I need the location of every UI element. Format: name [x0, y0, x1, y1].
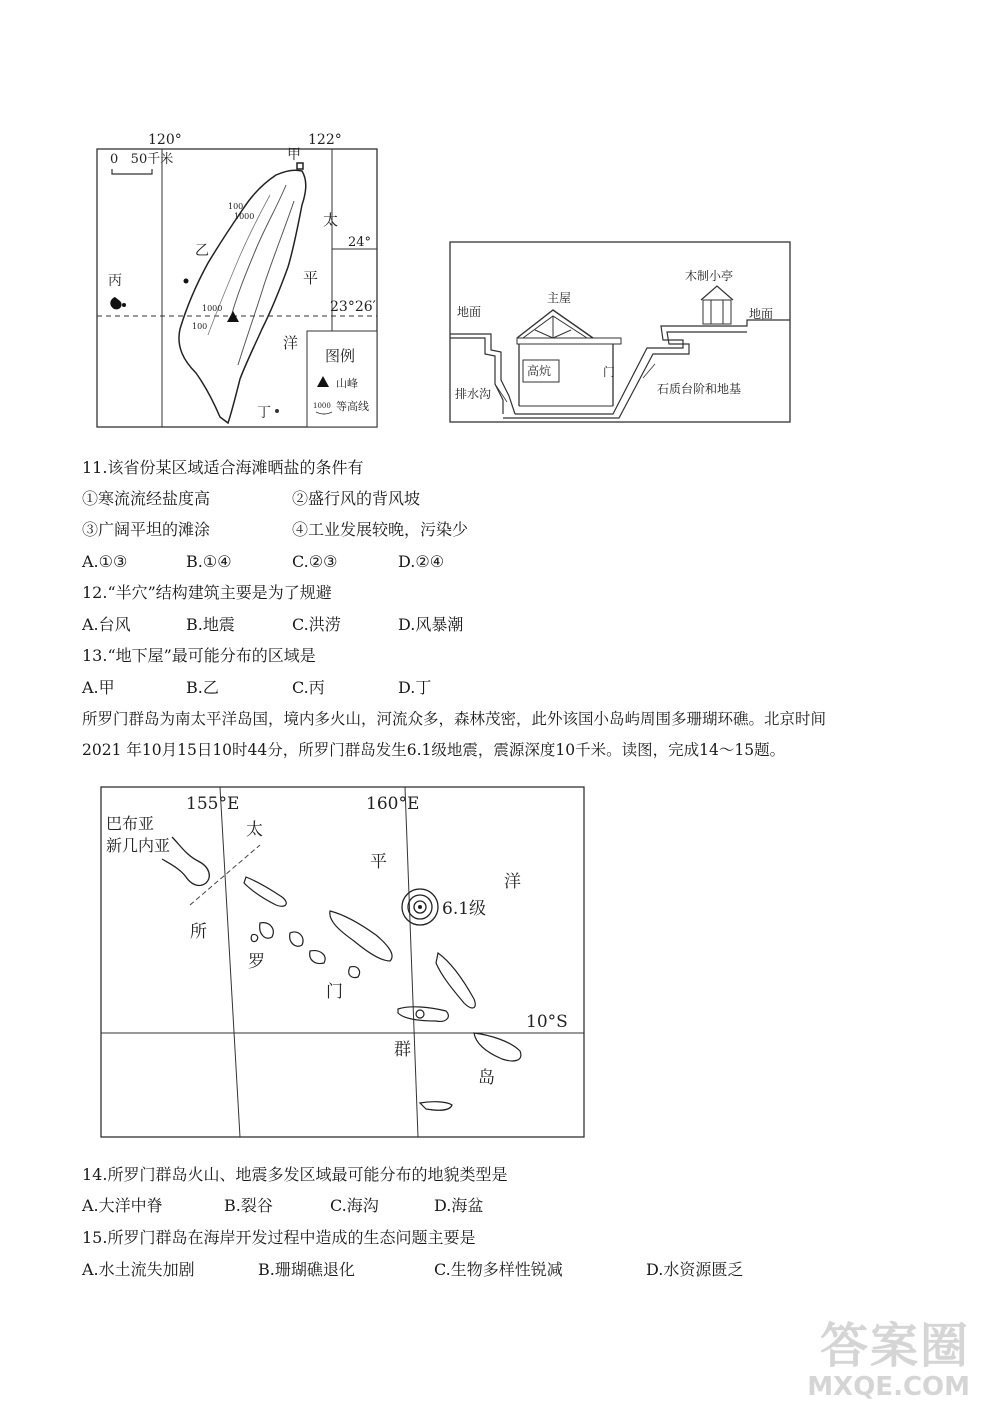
- lon-label-155: 155°E: [186, 794, 240, 814]
- q11-option-c[interactable]: C.②③: [292, 552, 338, 571]
- legend-title: 图例: [325, 347, 356, 365]
- q13-option-b[interactable]: B.乙: [186, 678, 219, 697]
- taiwan-map: [80, 125, 390, 435]
- ocean-label: 太: [323, 211, 339, 229]
- q12-option-a[interactable]: A.台风: [82, 615, 131, 634]
- label-ground-right: 地面: [749, 307, 774, 321]
- lon-label-120: 120°: [148, 132, 182, 148]
- lat-label-10s: 10°S: [526, 1012, 568, 1032]
- archipelago-label: 群: [394, 1040, 411, 1060]
- question-13-stem: 13.“地下屋”最可能分布的区域是: [82, 646, 316, 665]
- peak-icon: [227, 311, 239, 322]
- question-12-stem: 12.“半穴”结构建筑主要是为了规避: [82, 583, 332, 602]
- question-11-stem: 11.该省份某区域适合海滩晒盐的条件有: [82, 458, 364, 477]
- q11-item-3: ③广阔平坦的滩涂: [82, 520, 211, 539]
- q15-option-d[interactable]: D.水资源匮乏: [646, 1260, 744, 1279]
- q11-item-4: ④工业发展较晚，污染少: [292, 520, 469, 539]
- q11-option-d[interactable]: D.②④: [398, 552, 445, 571]
- q11-item-2: ②盛行风的背风坡: [292, 489, 421, 508]
- place-ding: 丁: [257, 405, 271, 421]
- lon-label-160: 160°E: [366, 794, 420, 814]
- watermark-logo: 答案圈: [819, 1318, 970, 1374]
- place-yi: 乙: [195, 243, 209, 259]
- q15-option-a[interactable]: A.水土流失加剧: [82, 1260, 195, 1279]
- watermark: [807, 1320, 970, 1402]
- q14-option-b[interactable]: B.裂谷: [224, 1196, 273, 1215]
- q12-option-b[interactable]: B.地震: [186, 615, 235, 634]
- q15-option-b[interactable]: B.珊瑚礁退化: [258, 1260, 355, 1279]
- q14-option-c[interactable]: C.海沟: [330, 1196, 379, 1215]
- archipelago-label: 所: [190, 922, 207, 942]
- place-bing: 丙: [108, 273, 122, 289]
- label-ditch: 排水沟: [455, 387, 492, 401]
- country-label-png: 巴布亚: [106, 814, 155, 833]
- contour-label: 1000: [202, 304, 223, 313]
- archipelago-label: 罗: [248, 952, 265, 972]
- archipelago-label: 岛: [478, 1068, 495, 1088]
- ocean-label: 平: [303, 269, 319, 287]
- lon-label-122: 122°: [308, 132, 342, 148]
- label-kang: 高炕: [527, 364, 552, 378]
- q13-option-a[interactable]: A.甲: [82, 678, 115, 697]
- q14-option-d[interactable]: D.海盆: [434, 1196, 484, 1215]
- q14-option-a[interactable]: A.大洋中脊: [82, 1196, 163, 1215]
- legend-contour-value: 1000: [313, 402, 331, 410]
- watermark-url: MXQE.COM: [807, 1372, 970, 1402]
- q12-option-c[interactable]: C.洪涝: [292, 615, 341, 634]
- country-label-png: 新几内亚: [106, 836, 171, 855]
- quake-label: 6.1级: [442, 899, 487, 919]
- contour-label: 100: [192, 322, 208, 331]
- q11-option-b[interactable]: B.①④: [186, 552, 232, 571]
- label-steps: 石质台阶和地基: [657, 382, 742, 396]
- label-pavilion: 木制小亭: [685, 269, 734, 283]
- passage: [82, 704, 922, 766]
- label-ground-left: 地面: [457, 305, 482, 319]
- q15-option-c[interactable]: C.生物多样性锐减: [434, 1260, 563, 1279]
- lat-label-24: 24°: [348, 235, 372, 250]
- label-door: 门: [603, 365, 616, 379]
- ocean-label: 洋: [283, 334, 299, 352]
- ocean-label: 平: [370, 852, 387, 872]
- contour-label: 100: [228, 202, 244, 211]
- q13-option-d[interactable]: D.丁: [398, 678, 432, 697]
- q11-option-a[interactable]: A.①③: [82, 552, 128, 571]
- solomon-map: [100, 785, 588, 1141]
- label-main-house: 主屋: [547, 291, 572, 305]
- place-jia: 甲: [287, 147, 301, 163]
- scale-label: 0 50千米: [110, 152, 174, 167]
- q12-option-d[interactable]: D.风暴潮: [398, 615, 464, 634]
- house-diagram: [447, 238, 797, 428]
- q11-item-1: ①寒流流经盐度高: [82, 489, 211, 508]
- question-14-stem: 14.所罗门群岛火山、地震多发区域最可能分布的地貌类型是: [82, 1165, 508, 1184]
- ocean-label: 洋: [504, 872, 521, 892]
- passage-line-1: 所罗门群岛为南太平洋岛国，境内多火山，河流众多，森林茂密，此外该国小岛屿周围多珊瑚环礁。北京时间: [82, 710, 827, 728]
- question-15-stem: 15.所罗门群岛在海岸开发过程中造成的生态问题主要是: [82, 1228, 476, 1247]
- contour-label: 1000: [234, 212, 255, 221]
- left-ground: [450, 338, 503, 414]
- archipelago-label: 门: [326, 982, 343, 1002]
- ocean-label: 太: [246, 820, 263, 840]
- legend-contour-label: 等高线: [336, 400, 369, 413]
- q13-option-c[interactable]: C.丙: [292, 678, 325, 697]
- legend-peak-label: 山峰: [336, 377, 358, 390]
- lat-label-tropic: 23°26′: [330, 299, 376, 315]
- passage-line-2: 2021 年10月15日10时44分，所罗门群岛发生6.1级地震，震源深度10千米。读图，完成14～15题。: [82, 741, 786, 759]
